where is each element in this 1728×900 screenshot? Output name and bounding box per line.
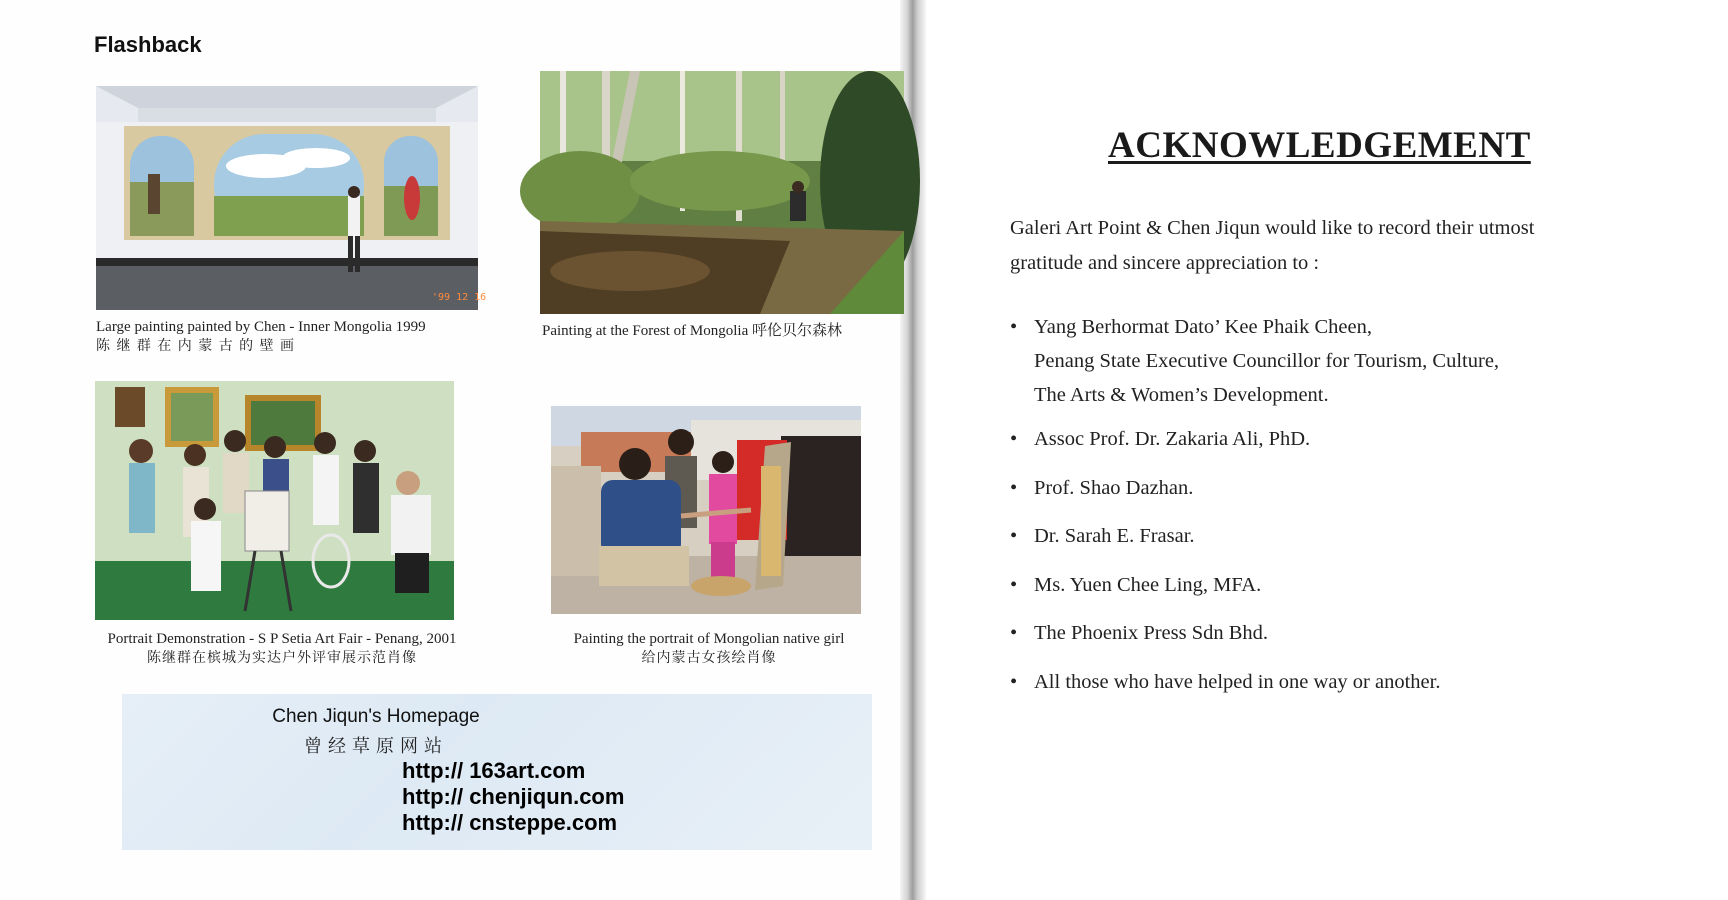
demonstration-photo-graphic [95,381,454,620]
caption-mural [96,318,496,356]
acknowledgement-intro-line: gratitude and sincere appreciation to : [1010,252,1320,274]
acknowledgement-item-line: • Yang Berhormat Dato’ Kee Phaik Cheen, [1034,316,1372,338]
homepage-title-cn: 曾经草原网站 [304,736,448,757]
homepage-url[interactable]: http:// 163art.com [402,758,586,783]
acknowledgement-item-line: • Prof. Shao Dazhan. [1034,477,1194,499]
section-title: Flashback [94,32,202,57]
mural-photo-graphic [96,86,487,310]
caption-demonstration-cn: 陈继群在槟城为实达户外评审展示范肖像 [147,650,417,666]
caption-forest-en: Painting at the Forest of Mongolia 呼伦贝尔森林 [542,323,842,339]
caption-portrait-girl [548,630,870,668]
photo-date-stamp: '99 12 16 [432,292,487,303]
caption-mural-en: Large painting painted by Chen - Inner Mongolia 1999 [96,319,426,335]
acknowledgement-item [1010,519,1674,553]
portrait-girl-photo-graphic [551,406,861,614]
acknowledgement-item-line: The Arts & Women’s Development. [1034,384,1329,406]
caption-demonstration [82,630,482,668]
homepage-url-list [402,758,624,836]
acknowledgement-intro-line: Galeri Art Point & Chen Jiqun would like to record their utmost [1010,217,1535,239]
acknowledgement-item-line: • All those who have helped in one way or another. [1034,671,1441,693]
acknowledgement-item [1010,616,1674,650]
acknowledgement-item-line: • Assoc Prof. Dr. Zakaria Ali, PhD. [1034,428,1311,450]
acknowledgement-item [1010,568,1674,602]
photo-demonstration [95,381,454,620]
homepage-title: Chen Jiqun's Homepage [272,706,480,727]
acknowledgement-item [1010,422,1674,456]
caption-forest [542,322,902,341]
photo-forest [540,71,904,314]
acknowledgement-item-line: • The Phoenix Press Sdn Bhd. [1034,622,1269,644]
acknowledgement-list [1010,0,1670,900]
caption-demonstration-en: Portrait Demonstration - S P Setia Art Fair - Penang, 2001 [107,631,457,647]
acknowledgement-item [1010,471,1674,505]
homepage-url[interactable]: http:// cnsteppe.com [402,810,618,835]
homepage-box [122,694,872,850]
caption-portrait-girl-en: Painting the portrait of Mongolian native girl [573,631,845,647]
caption-portrait-girl-cn: 给内蒙古女孩绘肖像 [641,650,777,666]
photo-portrait-girl [551,406,861,614]
caption-mural-cn: 陈 继 群 在 内 蒙 古 的 壁 画 [96,338,296,354]
forest-photo-graphic [540,71,904,314]
acknowledgement-item [1010,310,1674,412]
acknowledgement-item [1010,665,1674,699]
acknowledgement-title: ACKNOWLEDGEMENT [1108,125,1531,166]
photo-mural [96,86,487,310]
acknowledgement-item-line: • Ms. Yuen Chee Ling, MFA. [1034,574,1262,596]
acknowledgement-item-line: Penang State Executive Councillor for Tourism, Culture, [1034,350,1500,372]
homepage-url[interactable]: http:// chenjiqun.com [402,784,625,809]
acknowledgement-item-line: • Dr. Sarah E. Frasar. [1034,525,1195,547]
